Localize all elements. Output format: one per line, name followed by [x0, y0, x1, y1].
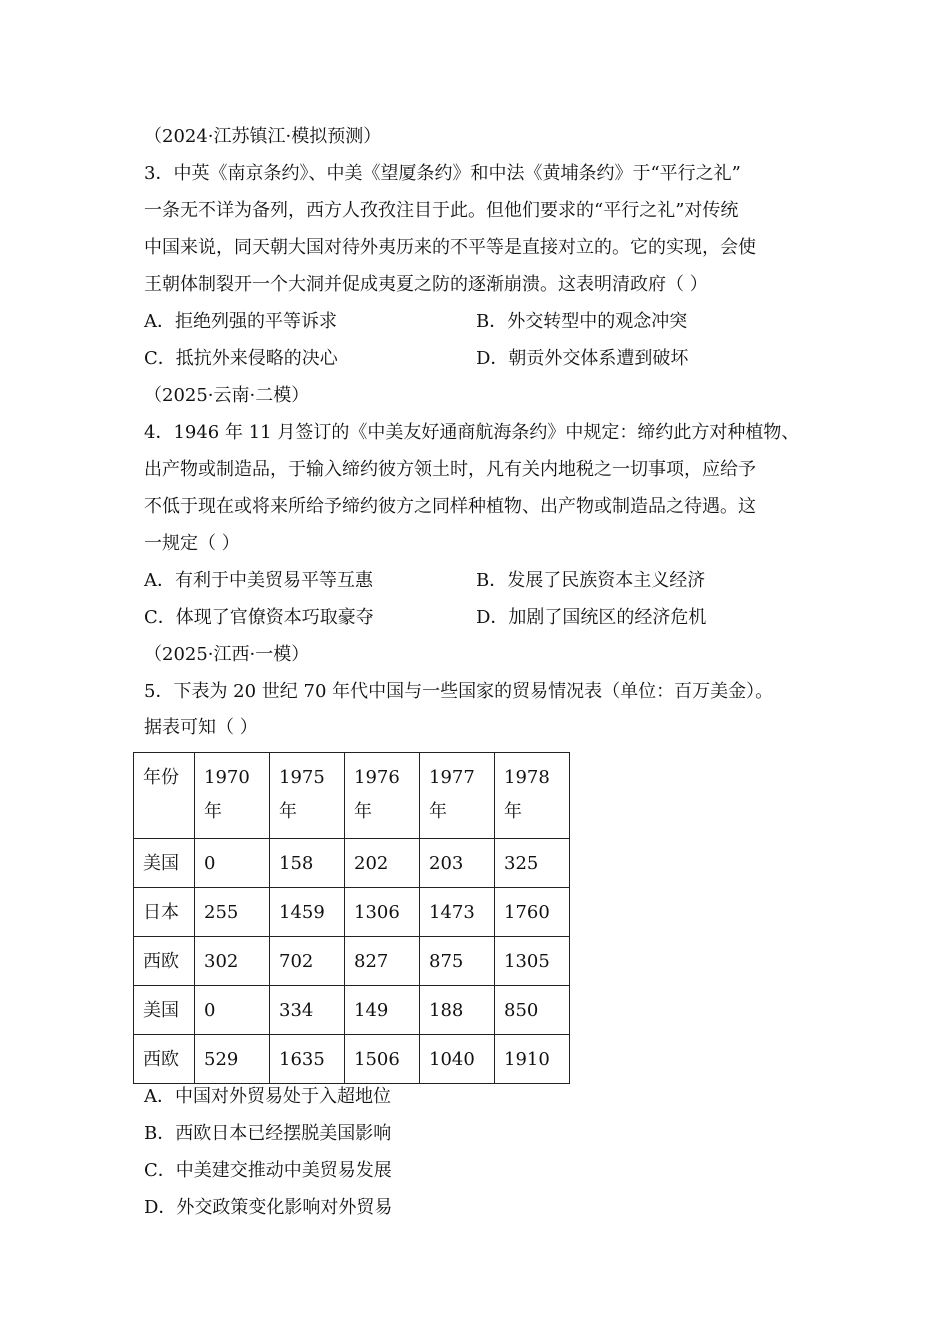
header-cell-year: 年份 [134, 753, 195, 839]
table-cell: 149 [345, 986, 420, 1035]
q5-option-d: D．外交政策变化影响对外贸易 [144, 1197, 393, 1218]
table-cell: 202 [345, 839, 420, 888]
q4-stem-line-4: 一规定（ ） [144, 533, 240, 554]
table-cell: 1760 [495, 888, 570, 937]
header-cell: 1975 年 [270, 753, 345, 839]
table-header-row [134, 753, 570, 839]
q4-stem-line-2: 出产物或制造品，于输入缔约彼方领土时，凡有关内地税之一切事项，应给予 [144, 459, 756, 480]
table-cell: 西欧 [134, 937, 195, 986]
table-cell: 334 [270, 986, 345, 1035]
trade-table [133, 752, 570, 1084]
q5-stem-line-2: 据表可知（ ） [144, 717, 258, 738]
table-cell: 1306 [345, 888, 420, 937]
table-cell: 325 [495, 839, 570, 888]
table-row [134, 888, 570, 937]
q4-stem-line-1: 4．1946 年 11 月签订的《中美友好通商航海条约》中规定：缔约此方对种植物、 [144, 422, 800, 443]
table-cell: 1506 [345, 1035, 420, 1084]
q4-option-d: D．加剧了国统区的经济危机 [476, 607, 707, 628]
table-cell: 日本 [134, 888, 195, 937]
q5-option-b: B．西欧日本已经摆脱美国影响 [144, 1123, 392, 1144]
table-cell: 1473 [420, 888, 495, 937]
q3-stem-line-4: 王朝体制裂开一个大洞并促成夷夏之防的逐渐崩溃。这表明清政府（ ） [144, 274, 708, 295]
table-cell: 850 [495, 986, 570, 1035]
table-cell: 1910 [495, 1035, 570, 1084]
q3-source: （2024·江苏镇江·模拟预测） [144, 126, 382, 147]
q5-option-c: C．中美建交推动中美贸易发展 [144, 1160, 392, 1181]
table-cell: 1635 [270, 1035, 345, 1084]
table-cell: 1459 [270, 888, 345, 937]
header-cell: 1976 年 [345, 753, 420, 839]
table-cell: 1305 [495, 937, 570, 986]
table-cell: 0 [195, 839, 270, 888]
table-cell: 529 [195, 1035, 270, 1084]
table-cell: 188 [420, 986, 495, 1035]
q3-stem-line-3: 中国来说，同天朝大国对待外夷历来的不平等是直接对立的。它的实现，会使 [144, 237, 756, 258]
header-cell: 1978 年 [495, 753, 570, 839]
q3-option-c: C．抵抗外来侵略的决心 [144, 348, 338, 369]
q4-option-c: C．体现了官僚资本巧取豪夺 [144, 607, 374, 628]
q3-option-b: B．外交转型中的观念冲突 [476, 311, 688, 332]
q3-option-a: A．拒绝列强的平等诉求 [144, 311, 337, 332]
table-cell: 203 [420, 839, 495, 888]
q3-stem-line-1: 3．中英《南京条约》、中美《望厦条约》和中法《黄埔条约》于“平行之礼” [144, 163, 741, 184]
table-row [134, 986, 570, 1035]
table-cell: 255 [195, 888, 270, 937]
table-cell: 302 [195, 937, 270, 986]
table-cell: 西欧 [134, 1035, 195, 1084]
table-cell: 0 [195, 986, 270, 1035]
q4-stem-line-3: 不低于现在或将来所给予缔约彼方之同样种植物、出产物或制造品之待遇。这 [144, 496, 756, 517]
q4-option-b: B．发展了民族资本主义经济 [476, 570, 706, 591]
table-cell: 827 [345, 937, 420, 986]
q3-stem-line-2: 一条无不详为备列，西方人孜孜注目于此。但他们要求的“平行之礼”对传统 [144, 200, 739, 221]
header-cell: 1970 年 [195, 753, 270, 839]
table-cell: 875 [420, 937, 495, 986]
header-cell: 1977 年 [420, 753, 495, 839]
q4-option-a: A．有利于中美贸易平等互惠 [144, 570, 373, 591]
q5-stem-line-1: 5．下表为 20 世纪 70 年代中国与一些国家的贸易情况表（单位：百万美金）。 [144, 681, 774, 702]
table-cell: 1040 [420, 1035, 495, 1084]
q5-option-a: A．中国对外贸易处于入超地位 [144, 1086, 391, 1107]
q3-option-d: D．朝贡外交体系遭到破坏 [476, 348, 689, 369]
table-row [134, 1035, 570, 1084]
table-cell: 702 [270, 937, 345, 986]
table-row [134, 937, 570, 986]
table-row [134, 839, 570, 888]
table-cell: 158 [270, 839, 345, 888]
table-cell: 美国 [134, 986, 195, 1035]
table-cell: 美国 [134, 839, 195, 888]
q4-source: （2025·云南·二模） [144, 385, 310, 406]
q5-source: （2025·江西·一模） [144, 644, 310, 665]
